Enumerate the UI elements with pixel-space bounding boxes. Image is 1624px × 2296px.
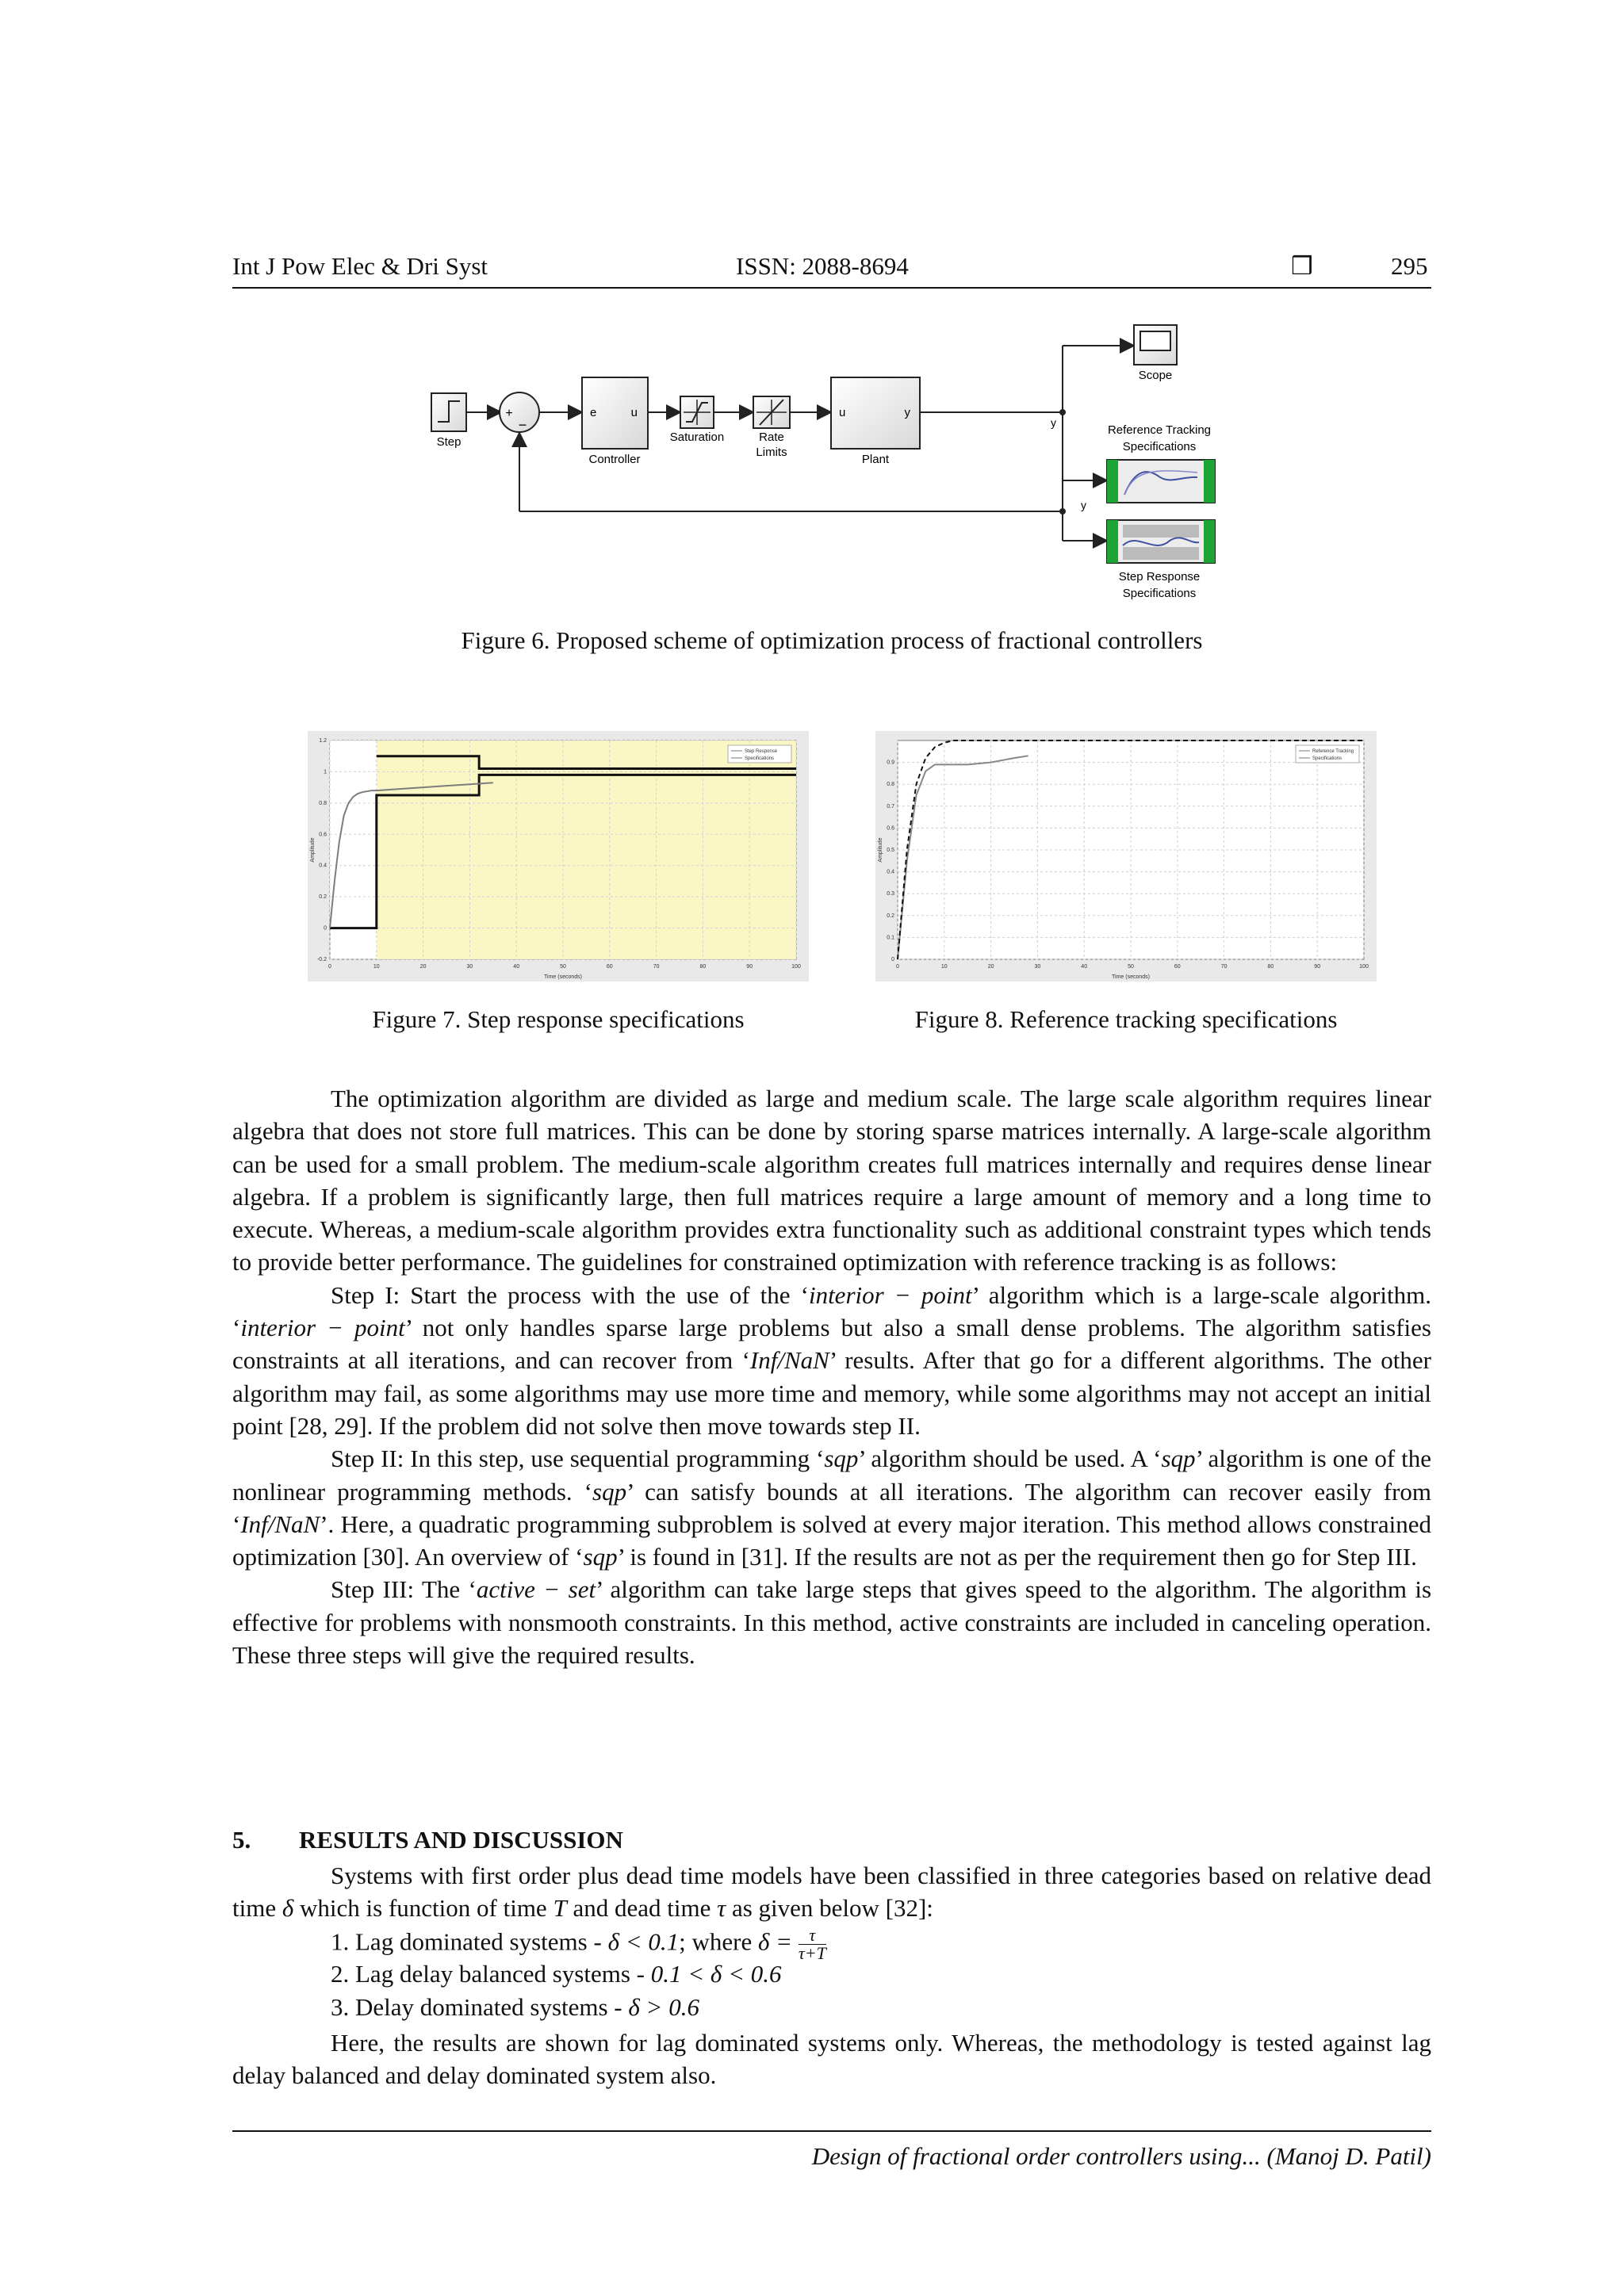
section-title: RESULTS AND DISCUSSION (299, 1826, 623, 1854)
ref-tracking-label-1: Reference Tracking (1107, 423, 1212, 437)
paragraph-step-2: Step II: In this step, use sequential programming ‘sqp’ algorithm should be used. A ‘sqp’ algorithm is one of the nonlinear programming methods. ‘sqp’ can satisfy bounds at all iterations. The algorithm can recover easily from ‘Inf/NaN’. Here, a quadratic programming subproblem is solved at every major iteration. This method allows constrained optimization [30]. An overview of ‘sqp’ is found in [31]. If the results are not as per the requirement then go for Step III. (232, 1445, 1431, 1571)
figure8-caption: Figure 8. Reference tracking specifications (914, 1005, 1338, 1033)
x-axis-label: Time (seconds) (544, 974, 582, 980)
y-tick-label: 0.1 (887, 935, 894, 941)
y-tick-label: 0.6 (319, 832, 327, 838)
paragraph-step-1: Step I: Start the process with the use of the ‘interior − point’ algorithm which is a large-scale algorithm. ‘interior − point’ not only handles sparse large problems but also a small dense problems. The algorithm satisfies constraints at all iterations, and can recover from ‘Inf/NaN’ results. After that go for a different algorithms. The other algorithm may fail, as some algorithms may use more time and memory, while some algorithms may not accept an initial point [28, 29]. If the problem did not solve then move towards step II. (232, 1280, 1431, 1440)
rate-limits-label-2: Limits (756, 446, 787, 459)
running-header-journal: Int J Pow Elec & Dri Syst (232, 252, 488, 280)
x-tick-label: 50 (1128, 964, 1134, 970)
y-tick-label: 0 (891, 957, 894, 962)
section5-conclusion: Here, the results are shown for lag dominated systems only. Whereas, the methodology is tested against lag delay balanced and delay dominated system also. (232, 2029, 1431, 2090)
x-tick-label: 40 (1081, 964, 1088, 970)
page-number: 295 (1391, 252, 1428, 280)
y-tick-label: 0.2 (887, 913, 894, 919)
figure6-caption: Figure 6. Proposed scheme of optimization process of fractional controllers (461, 626, 1203, 654)
list-item-lag-delay-balanced: 2. Lag delay balanced systems - 0.1 < δ < 0.6 (331, 1960, 782, 1988)
y-tick-label: 0.4 (319, 863, 327, 869)
list-item-delay-dominated: 3. Delay dominated systems - δ > 0.6 (331, 1993, 699, 2021)
figure8-chart (875, 731, 1377, 982)
x-tick-label: 60 (1174, 964, 1181, 970)
y-tick-label: 0.8 (319, 800, 327, 806)
plant-in-port: u (839, 406, 846, 419)
header-square-icon: ❒ (1291, 252, 1313, 280)
y-tick-label: 0.2 (319, 894, 327, 901)
x-tick-label: 100 (1359, 964, 1369, 970)
x-tick-label: 50 (560, 964, 566, 970)
signal-y-label-2: y (1081, 499, 1086, 511)
y-tick-label: 1 (324, 769, 327, 775)
y-tick-label: 0.5 (887, 848, 894, 853)
scope-label: Scope (1138, 369, 1173, 382)
controller-in-port: e (590, 406, 597, 419)
y-tick-label: 0.4 (887, 869, 894, 875)
x-tick-label: 30 (1034, 964, 1041, 970)
legend-entry: Step Response (745, 749, 778, 754)
figure7-caption: Figure 7. Step response specifications (372, 1005, 745, 1033)
figure6-diagram (412, 317, 1245, 610)
footer-rule (232, 2130, 1431, 2132)
y-axis-label: Amplitude (878, 837, 883, 863)
legend-entry: Specifications (1312, 756, 1342, 761)
plant-label: Plant (861, 453, 890, 466)
controller-label: Controller (588, 453, 641, 466)
list-item-lag-dominated: 1. Lag dominated systems - δ < 0.1; where δ = $\frac{\tau}{\tau+T}$ (331, 1925, 826, 1963)
legend-entry: Specifications (745, 756, 775, 761)
signal-y-label-1: y (1051, 416, 1056, 429)
y-tick-label: 1.2 (319, 738, 327, 744)
x-tick-label: 100 (791, 964, 801, 970)
x-axis-label: Time (seconds) (1112, 974, 1150, 980)
x-tick-label: 60 (606, 964, 613, 970)
figure7-chart (308, 731, 809, 982)
y-tick-label: 0.6 (887, 825, 894, 832)
delta-fraction: $\frac{\tau}{\tau+T}$ (798, 1925, 826, 1963)
x-tick-label: 30 (466, 964, 473, 970)
feasible-region (377, 740, 796, 959)
saturation-label: Saturation (669, 430, 725, 444)
rate-limits-label-1: Rate (759, 430, 784, 444)
x-tick-label: 70 (653, 964, 660, 970)
x-tick-label: 80 (1267, 964, 1274, 970)
footer-citation: Design of fractional order controllers using... (Manoj D. Patil) (811, 2142, 1431, 2170)
x-tick-label: 0 (896, 964, 899, 970)
section-number: 5. (232, 1826, 251, 1854)
sum-plus: + (505, 407, 513, 420)
x-tick-label: 0 (328, 964, 331, 970)
legend-entry: Reference Tracking (1312, 749, 1354, 754)
y-axis-label: Amplitude (310, 837, 316, 863)
x-tick-label: 20 (987, 964, 994, 970)
x-tick-label: 10 (940, 964, 948, 970)
y-tick-label: 0.9 (887, 760, 894, 766)
y-tick-label: 0.7 (887, 803, 894, 809)
y-tick-label: 0.3 (887, 891, 894, 897)
sum-minus: − (518, 417, 527, 433)
x-tick-label: 20 (419, 964, 427, 970)
step-resp-label-1: Step Response (1118, 570, 1201, 584)
body-text (232, 1082, 1431, 1671)
ref-tracking-label-2: Specifications (1122, 440, 1197, 453)
paragraph-step-3: Step III: The ‘active − set’ algorithm can take large steps that gives speed to the algorithm. The algorithm is effective for problems with nonsmooth constraints. In this method, active constraints are included in canceling operation. These three steps will give the required results. (232, 1575, 1432, 1670)
x-tick-label: 10 (373, 964, 380, 970)
reference-tracking-block (1107, 460, 1215, 503)
y-tick-label: 0 (324, 925, 327, 932)
section5-intro: Systems with first order plus dead time models have been classified in three categories based on relative dead time δ which is function of time T and dead time τ as given below [32]: (232, 1862, 1431, 1923)
y-tick-label: 0.8 (887, 782, 894, 788)
header-rule (232, 287, 1431, 289)
running-header-issn: ISSN: 2088-8694 (736, 252, 909, 280)
x-tick-label: 90 (1314, 964, 1321, 970)
plant-out-port: y (904, 406, 910, 419)
x-tick-label: 70 (1220, 964, 1228, 970)
paragraph-optimization: The optimization algorithm are divided as large and medium scale. The large scale algorithm requires linear algebra that does not store full matrices. This can be done by storing sparse matrices internally. A large-scale algorithm can be used for a small problem. The medium-scale algorithm creates full matrices internally and requires dense linear algebra. If a problem is significantly large, then full matrices require a large amount of memory and a long time to execute. Whereas, a medium-scale algorithm provides extra functionality such as additional constraint types which tends to provide better performance. The guidelines for constrained optimization with reference tracking is as follows: (232, 1085, 1431, 1276)
step-label: Step (436, 435, 462, 449)
controller-out-port: u (630, 406, 638, 419)
step-resp-label-2: Specifications (1122, 587, 1197, 600)
x-tick-label: 80 (699, 964, 707, 970)
x-tick-label: 40 (513, 964, 520, 970)
y-tick-label: -0.2 (316, 957, 327, 962)
x-tick-label: 90 (746, 964, 753, 970)
